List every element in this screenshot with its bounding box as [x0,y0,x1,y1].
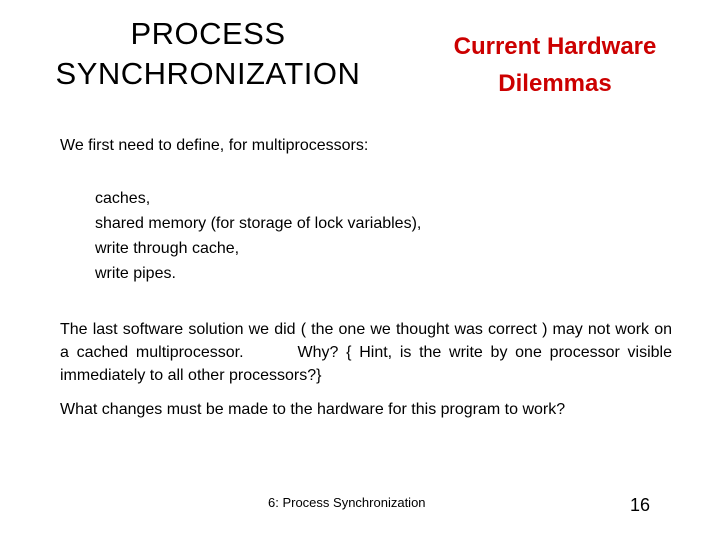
slide-subtitle-line-1: Current Hardware [453,33,657,60]
list-item: write through cache, [95,240,240,257]
slide-title-line-1: PROCESS [130,16,286,51]
list-item: write pipes. [95,265,176,282]
slide-subtitle [420,28,690,102]
page-number: 16 [629,495,651,515]
footer-label: 6: Process Synchronization [268,495,426,510]
list-item: caches, [95,190,151,207]
hardware-list [95,186,421,286]
intro-text: We first need to define, for multiprocessors: [60,137,369,154]
slide-title-line-2: SYNCHRONIZATION [55,56,361,91]
slide-title [18,14,398,94]
question-text: What changes must be made to the hardware for this program to work? [60,401,566,418]
list-item: shared memory (for storage of lock variables), [95,215,422,232]
explanation-paragraph: The last software solution we did ( the one we thought was correct ) may not work on a cached multiprocessor. Why? { Hint, is the write by one processor visible immediately to all other processors?} [60,321,672,384]
slide-subtitle-line-2: Dilemmas [498,70,612,97]
